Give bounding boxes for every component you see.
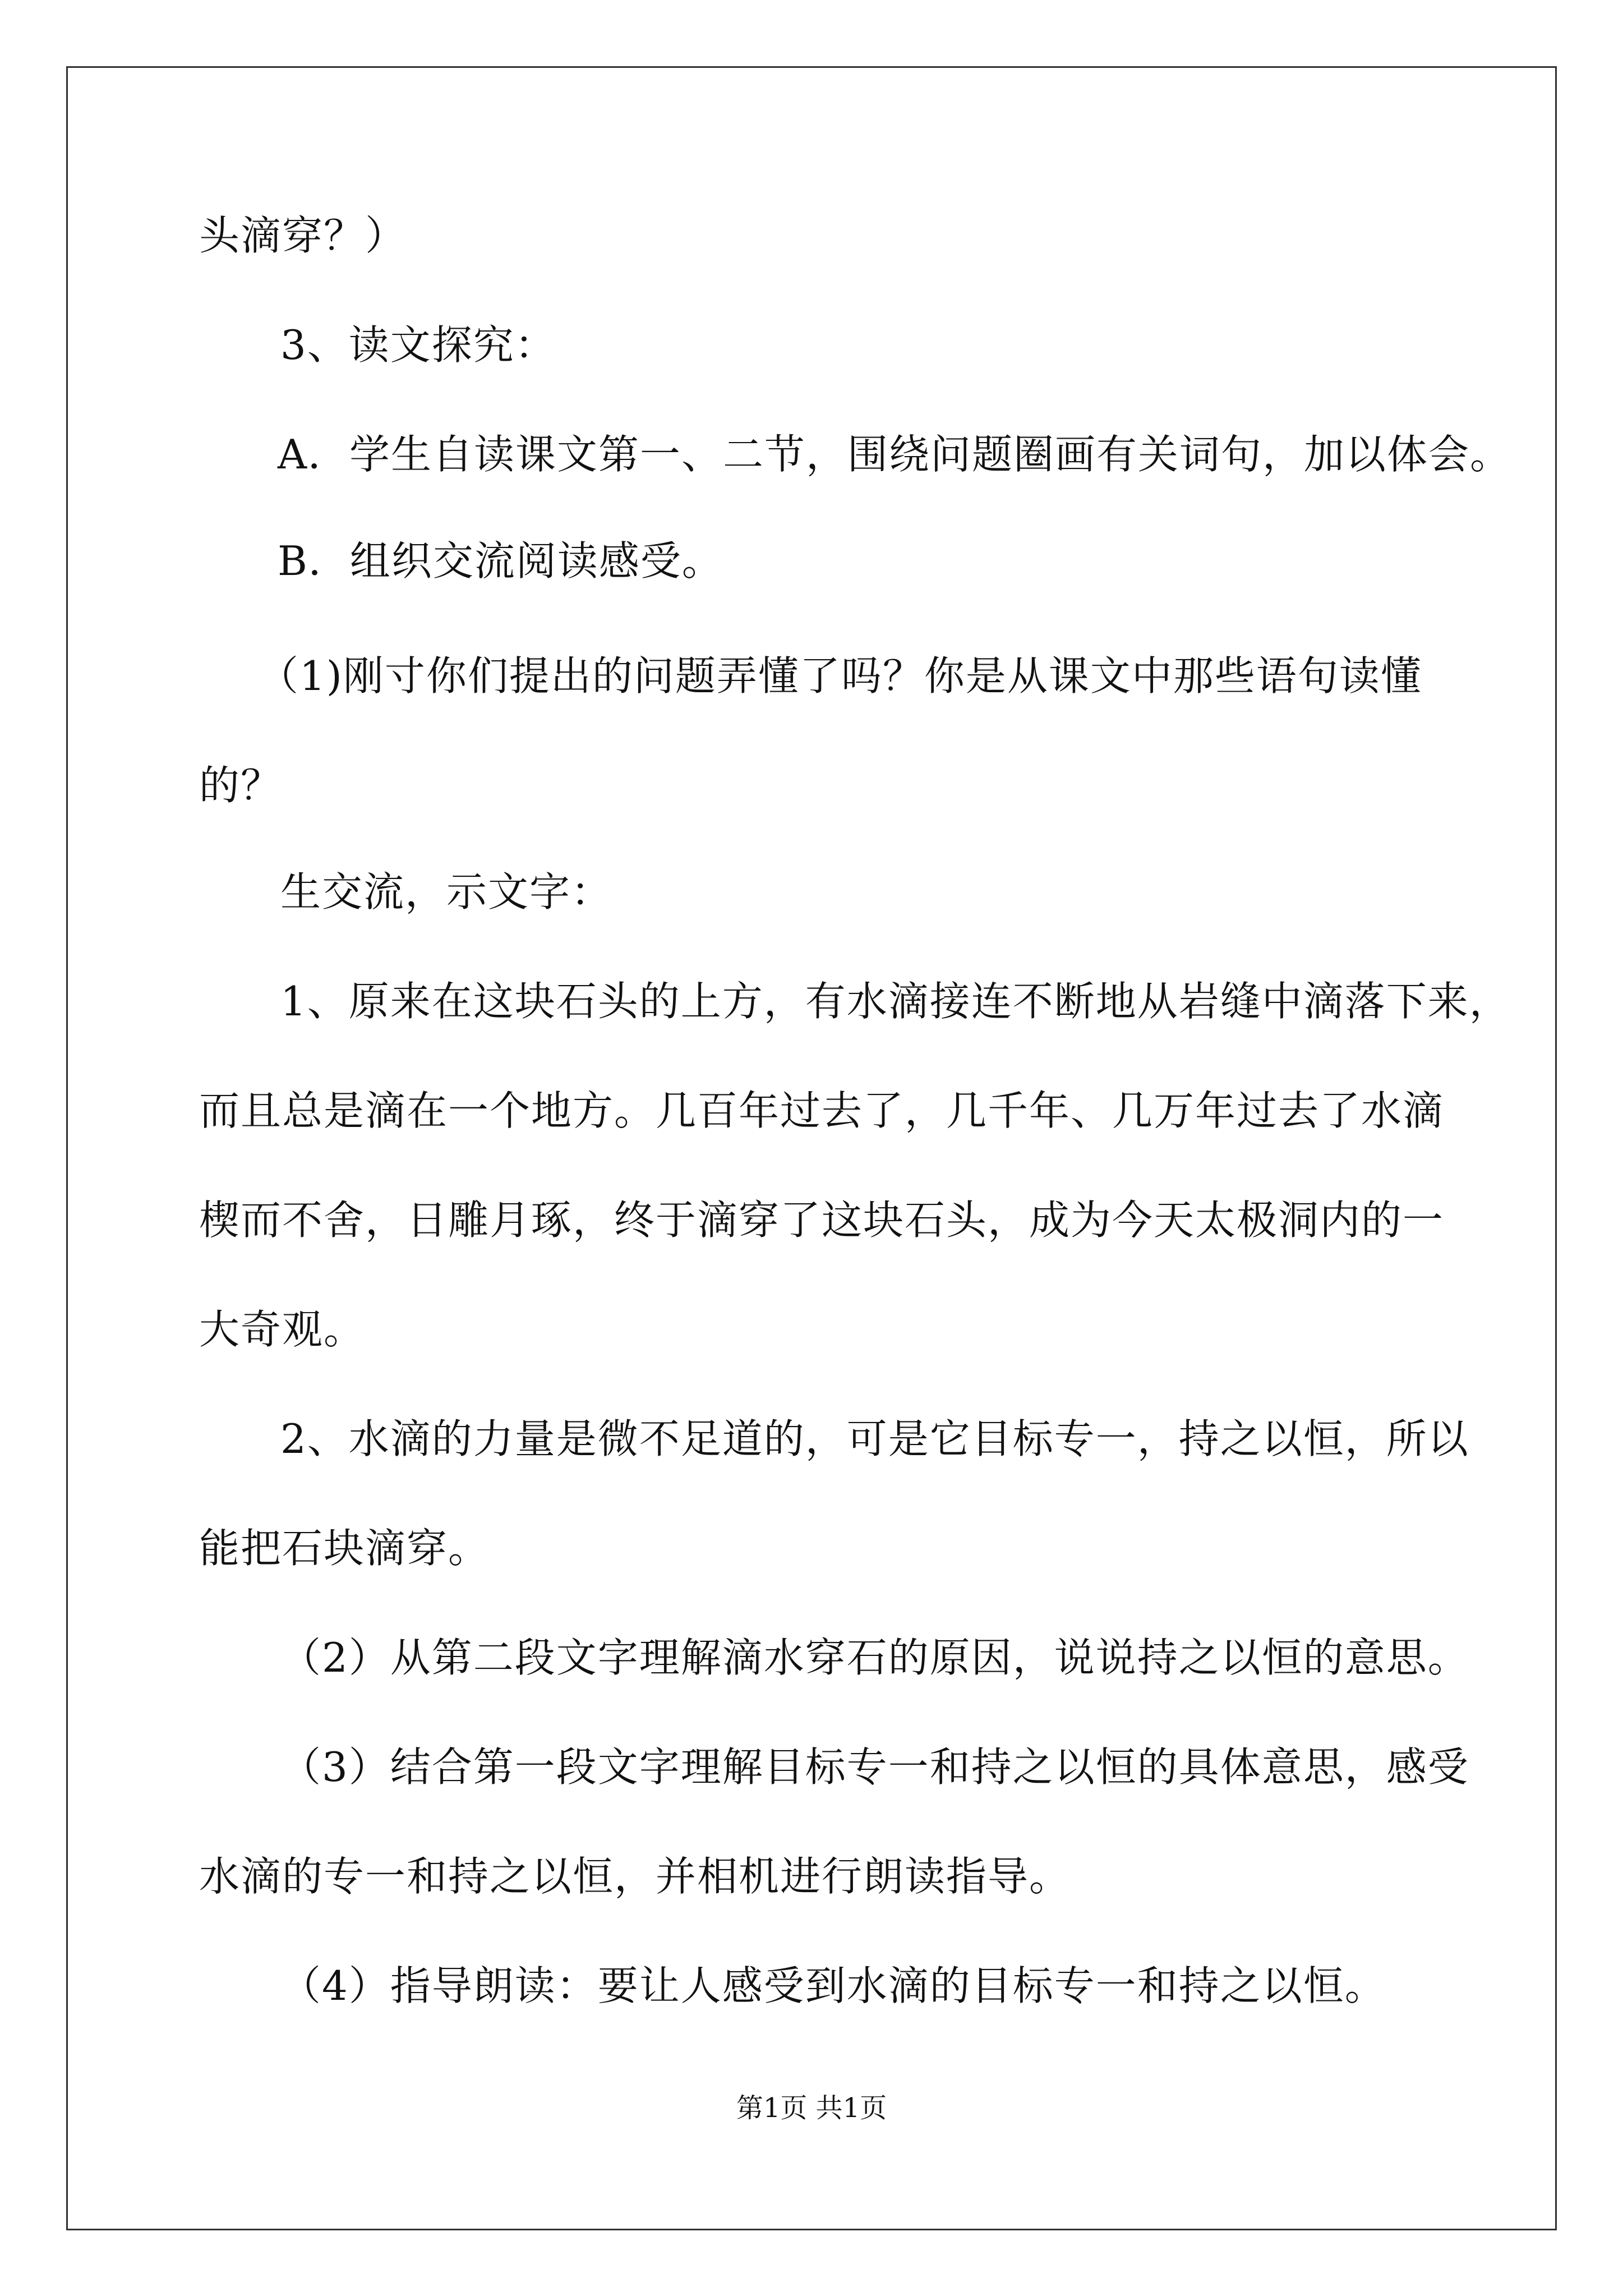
text-line-13: 能把石块滴穿。	[199, 1525, 490, 1572]
text-line-3: A．学生自读课文第一、二节，围绕问题圈画有关词句，加以体会。	[278, 431, 1511, 478]
text-line-7: 生交流，示文字：	[280, 868, 613, 915]
text-line-11: 大奇观。	[199, 1306, 366, 1353]
text-line-16: 水滴的专一和持之以恒，并相机进行朗读指导。	[199, 1853, 1071, 1900]
text-line-6: 的？	[199, 762, 283, 809]
text-line-9: 而且总是滴在一个地方。几百年过去了，几千年、几万年过去了水滴	[199, 1087, 1445, 1134]
text-line-14: （2）从第二段文字理解滴水穿石的原因，说说持之以恒的意思。	[280, 1634, 1469, 1681]
text-line-4: B．组织交流阅读感受。	[278, 537, 723, 585]
page-border	[66, 66, 1557, 2230]
text-line-5: （1)刚寸你们提出的问题弄懂了吗？你是从课文中那些语句读懂	[258, 652, 1422, 700]
text-line-15: （3）结合第一段文字理解目标专一和持之以恒的具体意思，感受	[280, 1743, 1469, 1791]
text-line-1: 头滴穿？）	[199, 212, 407, 259]
text-line-8: 1、原来在这块石头的上方，有水滴接连不断地从岩缝中滴落下来，	[280, 978, 1511, 1025]
text-line-2: 3、读文探究：	[280, 321, 556, 369]
text-line-12: 2、水滴的力量是微不足道的，可是它目标专一，持之以恒，所以	[280, 1415, 1469, 1462]
page-footer: 第1页 共1页	[736, 2092, 887, 2124]
text-line-17: （4）指导朗读：要让人感受到水滴的目标专一和持之以恒。	[280, 1962, 1386, 2009]
text-line-10: 楔而不舍，日雕月琢，终于滴穿了这块石头，成为今天太极洞内的一	[199, 1197, 1445, 1244]
